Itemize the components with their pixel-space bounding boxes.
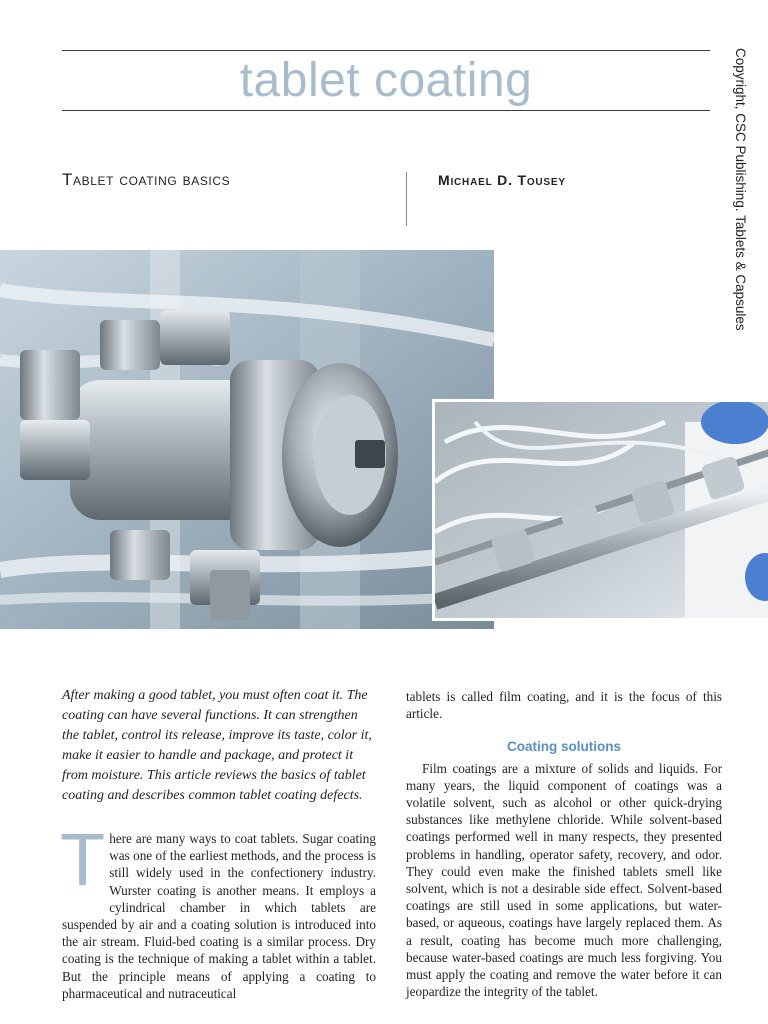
column-2-body: [406, 688, 722, 1000]
author-name: Michael D. Tousey: [438, 172, 566, 188]
section-heading: Coating solutions: [507, 739, 621, 755]
column-1-body: [60, 818, 376, 1002]
article-intro: After making a good tablet, you must often coat it. The coating can have several functions. It can strengthen the tablet, control its release, improve its taste, color it, make it easier to handle and package, and protect it from moisture. This article reviews the basics of tablet coating and describes common tablet coating defects.: [62, 688, 372, 803]
copyright-notice: Copyright, CSC Publishing. Tablets & Capsules: [733, 48, 748, 331]
article-subtitle: Tablet coating basics: [62, 170, 231, 189]
spray-nozzle-photo: [0, 250, 494, 629]
column-2-paragraph-1: tablets is called film coating, and it is the focus of this article.: [406, 689, 722, 722]
header-divider: [406, 172, 407, 226]
page-title: tablet coating: [239, 54, 533, 107]
header-bottom-rule: [62, 110, 710, 111]
column-2-paragraph-2: Film coatings are a mixture of solids and liquids. For many years, the liquid component of coatings was a volatile solvent, such as alcohol or other quick-drying substances like methylene chloride. While solvent-based coatings performed well in many respects, they presented problems in handling, operator safety, recovery, and odor. They could even make the finished tablets smell like solvent, which is not a desirable side effect. Solvent-based coatings are still used in some applications, but water-based, or aqueous, coatings have largely replaced them. As a result, coating has become much more challenging, because water-based coatings are much less forgiving. You must apply the coating and remove the water before it can jeopardize the integrity of the tablet.: [406, 760, 722, 1000]
column-1-text: here are many ways to coat tablets. Sugar coating was one of the earliest methods, and the process is still widely used in the confectionery industry. Wurster coating is another means. It employs a cylindrical chamber in which tablets are suspended by air and a coating solution is introduced into the air stream. Fluid-bed coating is a similar process. Dry coating is the technique of making a tablet within a tablet. But the principle means of applying a coating to pharmaceutical and nutraceutical: [62, 831, 376, 1001]
header-top-rule: [62, 50, 710, 51]
drop-cap: T: [60, 818, 106, 901]
spray-manifold-photo: [432, 399, 768, 621]
